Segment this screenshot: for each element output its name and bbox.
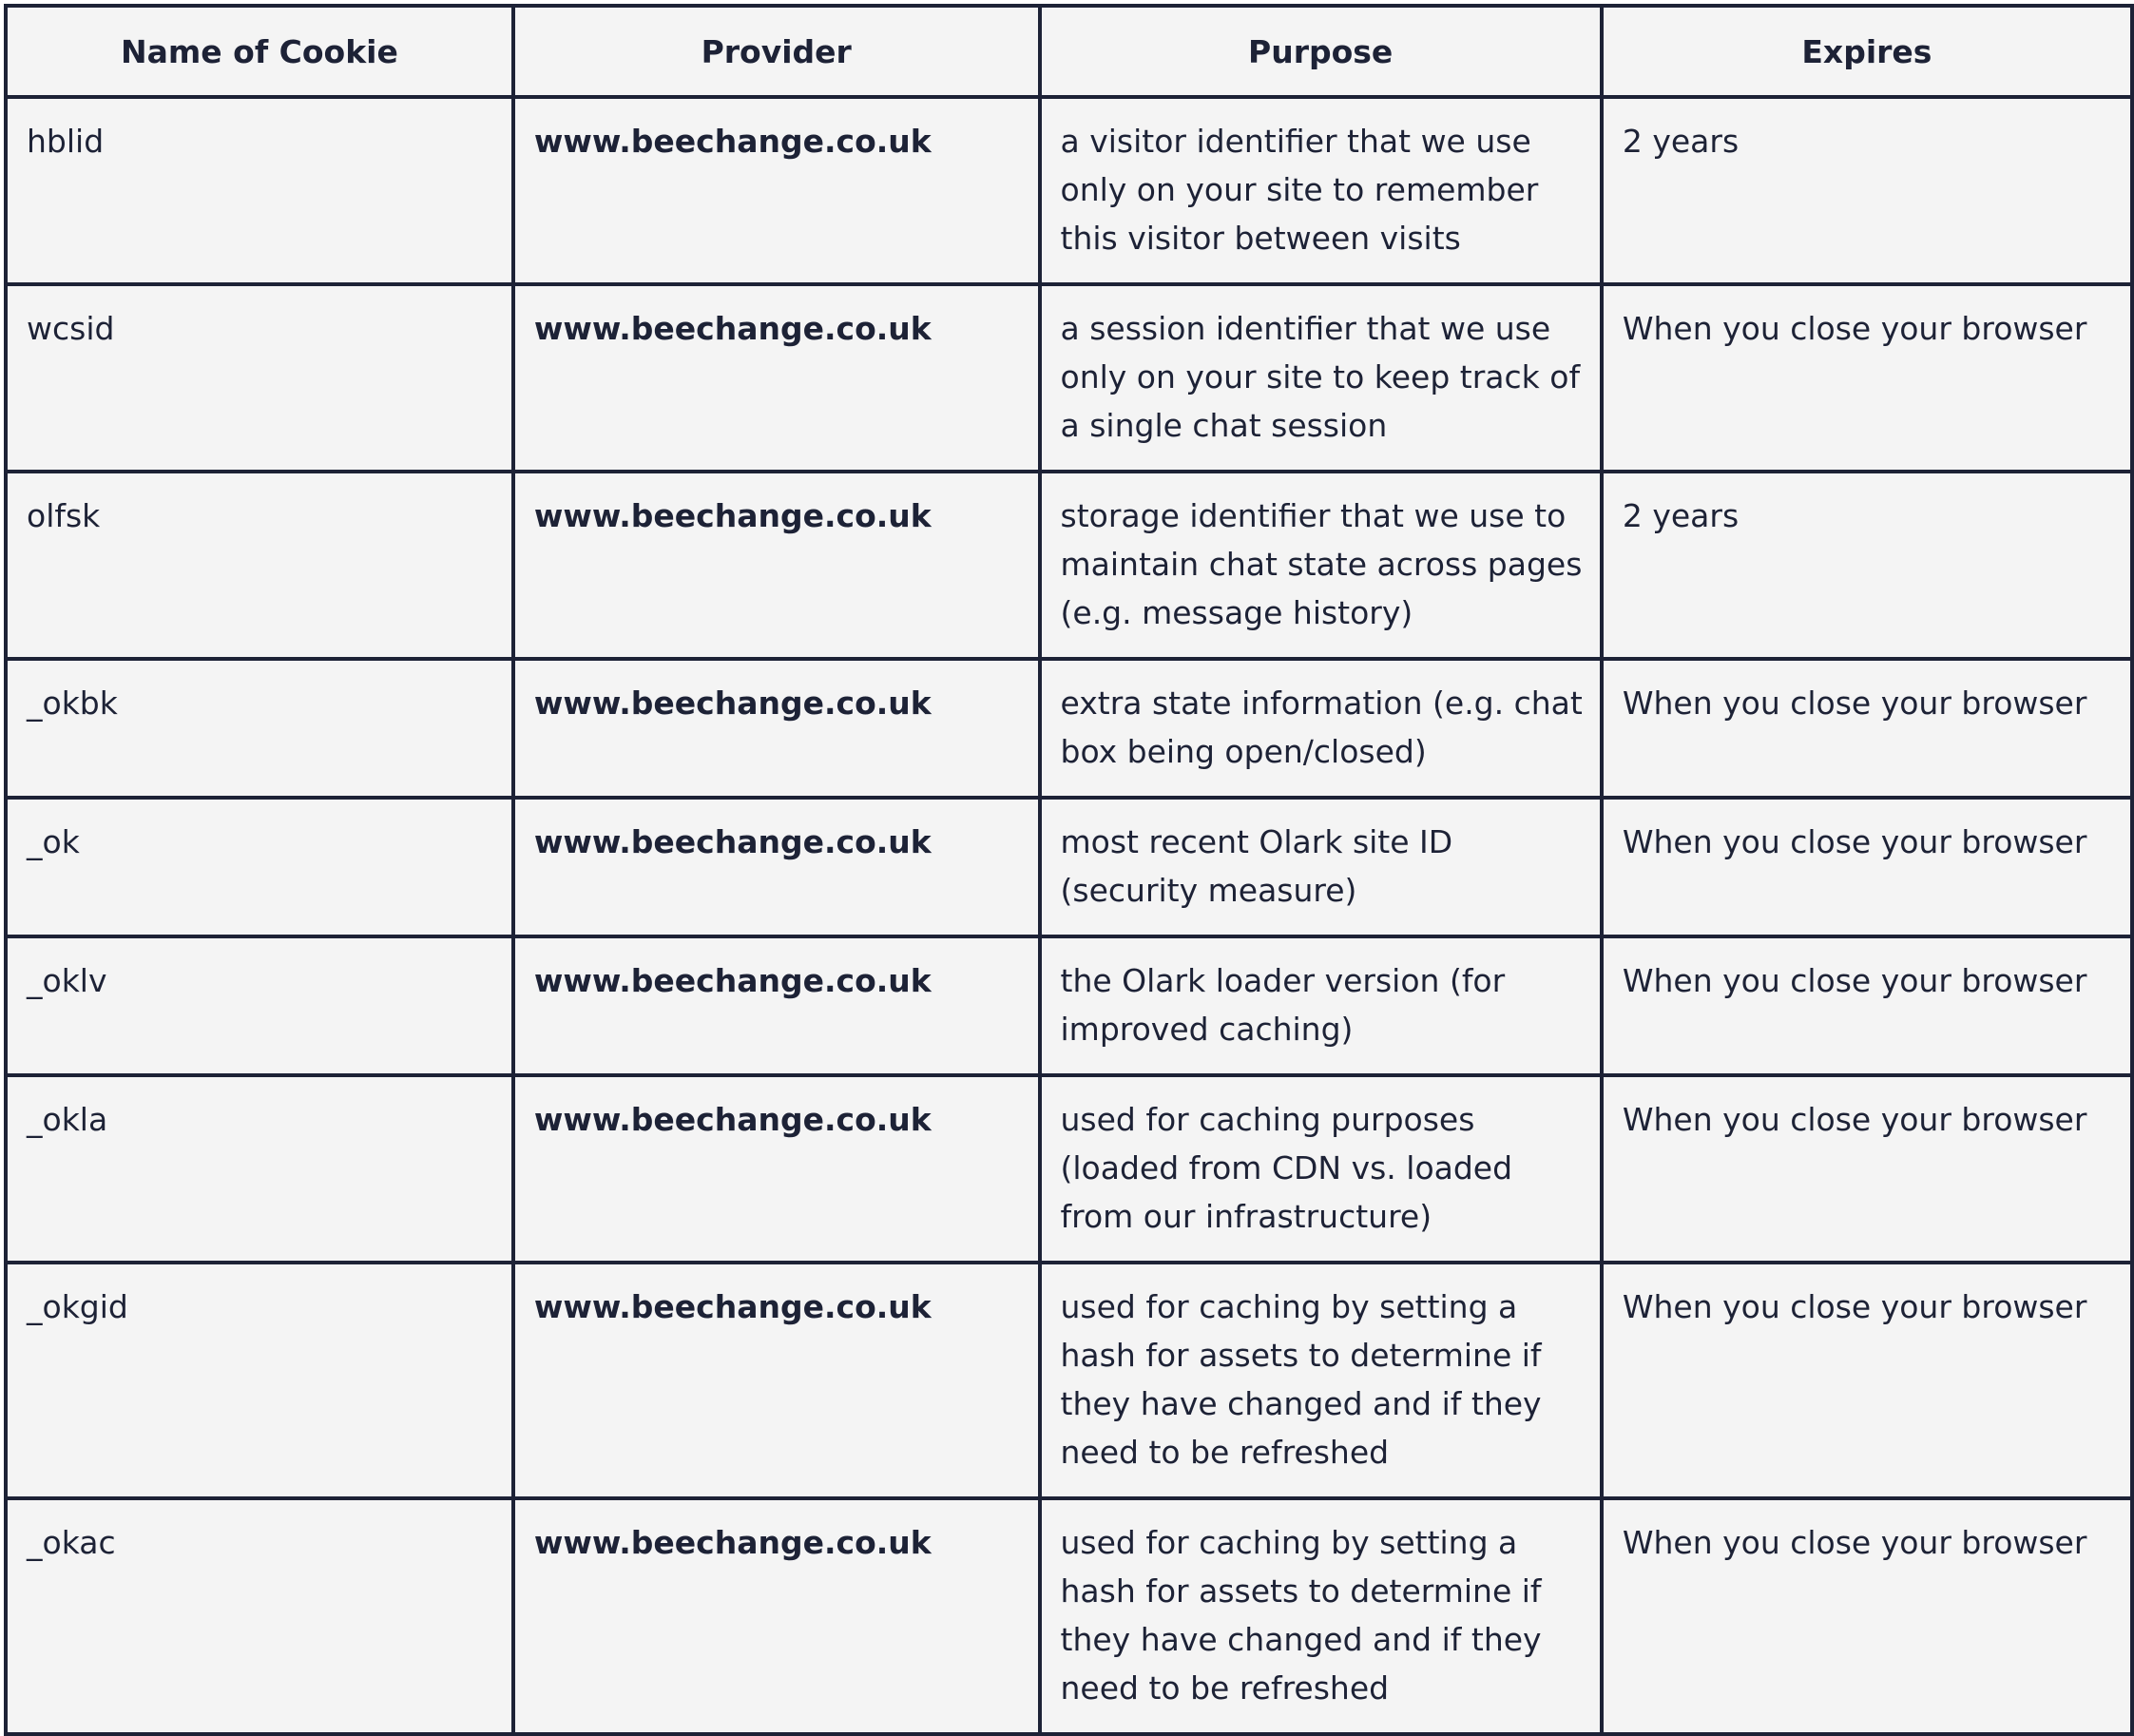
table-row — [6, 1263, 2132, 1498]
purpose-line: a single chat session — [1060, 407, 1388, 444]
cookie-name: olfsk — [6, 472, 513, 659]
cookie-expires: When you close your browser — [1602, 1498, 2132, 1734]
purpose-line: box being open/closed) — [1060, 733, 1427, 770]
cookie-provider: www.beechange.co.uk — [513, 659, 1040, 798]
purpose-line: maintain chat state across pages — [1060, 546, 1583, 583]
cookie-expires: When you close your browser — [1602, 798, 2132, 936]
purpose-line: improved caching) — [1060, 1011, 1354, 1048]
cookie-purpose — [1040, 936, 1602, 1075]
purpose-line: extra state information (e.g. chat — [1060, 685, 1583, 722]
table-row — [6, 1075, 2132, 1263]
cookie-name: wcsid — [6, 284, 513, 472]
cookie-expires: 2 years — [1602, 472, 2132, 659]
purpose-line: this visitor between visits — [1060, 220, 1461, 257]
purpose-line: (loaded from CDN vs. loaded — [1060, 1149, 1513, 1186]
purpose-line: a visitor identifier that we use — [1060, 123, 1531, 160]
table-row — [6, 659, 2132, 798]
cookie-name: _okac — [6, 1498, 513, 1734]
purpose-line: used for caching by setting a — [1060, 1288, 1518, 1325]
cookie-provider: www.beechange.co.uk — [513, 284, 1040, 472]
purpose-line: the Olark loader version (for — [1060, 962, 1506, 999]
cookie-expires: When you close your browser — [1602, 1263, 2132, 1498]
cookie-name: _oklv — [6, 936, 513, 1075]
purpose-line: hash for assets to determine if — [1060, 1572, 1542, 1610]
purpose-line: used for caching purposes — [1060, 1101, 1475, 1138]
header-row — [6, 6, 2132, 97]
cookie-expires: 2 years — [1602, 97, 2132, 284]
cookie-provider: www.beechange.co.uk — [513, 97, 1040, 284]
table-row — [6, 1498, 2132, 1734]
table-row — [6, 472, 2132, 659]
header-name-of-cookie: Name of Cookie — [6, 6, 513, 97]
cookie-purpose — [1040, 659, 1602, 798]
cookie-provider: www.beechange.co.uk — [513, 472, 1040, 659]
purpose-line: a session identifier that we use — [1060, 310, 1551, 347]
table-row — [6, 284, 2132, 472]
cookie-provider: www.beechange.co.uk — [513, 936, 1040, 1075]
cookie-name: _ok — [6, 798, 513, 936]
table-row — [6, 97, 2132, 284]
cookie-expires: When you close your browser — [1602, 936, 2132, 1075]
header-expires: Expires — [1602, 6, 2132, 97]
cookie-name: hblid — [6, 97, 513, 284]
cookie-purpose — [1040, 97, 1602, 284]
cookie-provider: www.beechange.co.uk — [513, 1075, 1040, 1263]
purpose-line: from our infrastructure) — [1060, 1198, 1432, 1235]
purpose-line: most recent Olark site ID — [1060, 823, 1453, 860]
purpose-line: only on your site to keep track of — [1060, 358, 1581, 395]
cookie-purpose — [1040, 798, 1602, 936]
cookie-provider: www.beechange.co.uk — [513, 798, 1040, 936]
cookie-name: _okbk — [6, 659, 513, 798]
purpose-line: only on your site to remember — [1060, 171, 1539, 208]
purpose-line: need to be refreshed — [1060, 1434, 1390, 1471]
table-row — [6, 936, 2132, 1075]
purpose-line: used for caching by setting a — [1060, 1524, 1518, 1561]
header-purpose: Purpose — [1040, 6, 1602, 97]
table-header — [6, 6, 2132, 97]
purpose-line: (e.g. message history) — [1060, 594, 1413, 631]
purpose-line: (security measure) — [1060, 872, 1357, 909]
cookie-purpose — [1040, 1263, 1602, 1498]
purpose-line: they have changed and if they — [1060, 1385, 1542, 1422]
purpose-line: hash for assets to determine if — [1060, 1337, 1542, 1374]
header-provider: Provider — [513, 6, 1040, 97]
cookie-name: _okgid — [6, 1263, 513, 1498]
cookie-expires: When you close your browser — [1602, 284, 2132, 472]
table-body — [6, 97, 2132, 1734]
cookie-provider: www.beechange.co.uk — [513, 1498, 1040, 1734]
purpose-line: need to be refreshed — [1060, 1669, 1390, 1707]
purpose-line: storage identifier that we use to — [1060, 497, 1567, 534]
cookie-expires: When you close your browser — [1602, 659, 2132, 798]
cookie-table — [4, 4, 2134, 1736]
cookie-name: _okla — [6, 1075, 513, 1263]
cookie-expires: When you close your browser — [1602, 1075, 2132, 1263]
cookie-purpose — [1040, 472, 1602, 659]
purpose-line: they have changed and if they — [1060, 1621, 1542, 1658]
cookie-purpose — [1040, 284, 1602, 472]
table-row — [6, 798, 2132, 936]
cookie-purpose — [1040, 1498, 1602, 1734]
cookie-provider: www.beechange.co.uk — [513, 1263, 1040, 1498]
cookie-purpose — [1040, 1075, 1602, 1263]
